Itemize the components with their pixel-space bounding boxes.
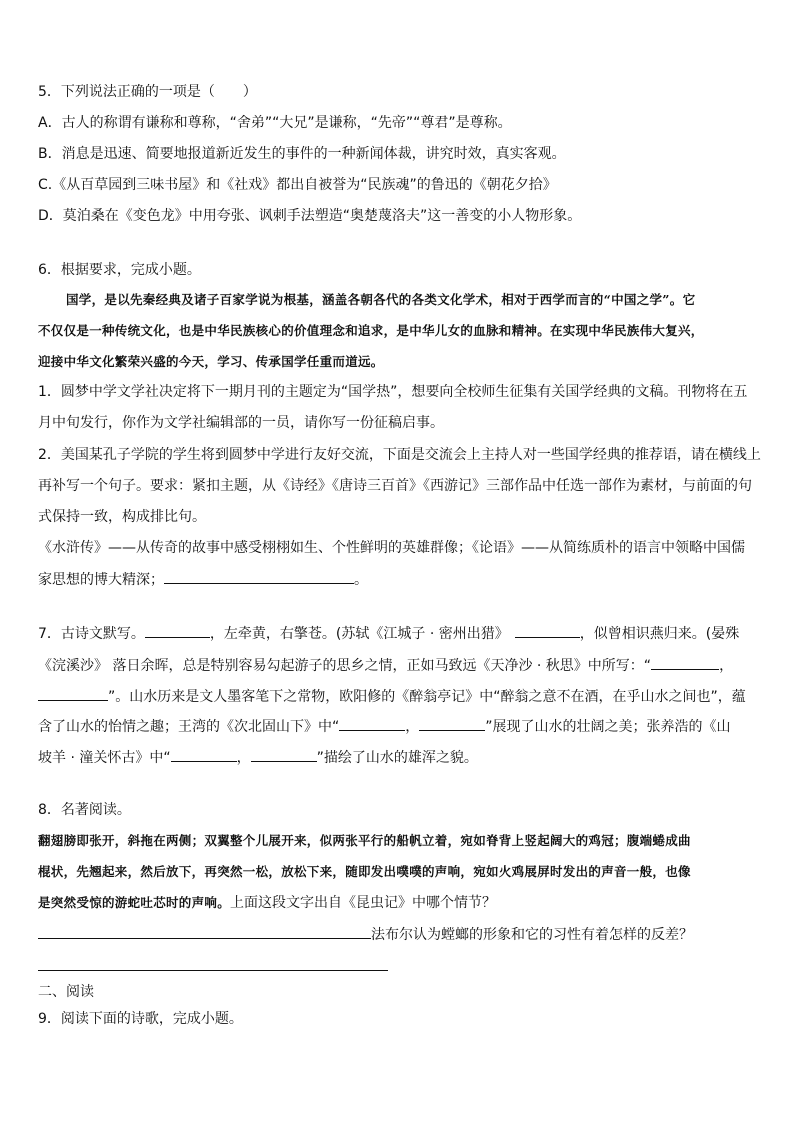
- q7-text: 含了山水的怡情之趣；王湾的《次北固山下》中“: [38, 719, 340, 735]
- q7-line: [38, 623, 739, 644]
- q6-example-line-end: [38, 569, 368, 590]
- q8-line: [38, 924, 693, 945]
- q7-blank[interactable]: [651, 655, 719, 670]
- q7-blank[interactable]: [38, 686, 108, 701]
- q6-subquestion-2: 2．美国某孔子学院的学生将到圆梦中学进行友好交流，下面是交流会上主持人对一些国学经典的推荐语，请在横线上: [38, 447, 761, 463]
- q7-text: ”描绘了山水的雄浑之貌。: [316, 750, 478, 766]
- q6-subquestion-1: 月中旬发行，你作为文学社编辑部的一员，请你写一份征稿启事。: [38, 415, 444, 431]
- q7-blank[interactable]: [419, 716, 485, 731]
- q7-line: [38, 655, 733, 676]
- section-heading: 二、阅读: [38, 984, 94, 1000]
- q5-stem: 5．下列说法正确的一项是（ ）: [38, 84, 257, 100]
- q6-subquestion-2: 式保持一致，构成排比句。: [38, 509, 206, 525]
- q9-stem: 9．阅读下面的诗歌，完成小题。: [38, 1011, 243, 1027]
- q6-example-tail: 家思想的博大精深；: [38, 572, 164, 588]
- q8-passage-line: 是突然受惊的游蛇吐芯时的声响。: [38, 895, 231, 910]
- q7-blank[interactable]: [251, 747, 317, 762]
- q6-stem: 6．根据要求，完成小题。: [38, 262, 201, 278]
- q5-option-a: A．古人的称谓有谦称和尊称，“舍弟”“大兄”是谦称，“先帝”“尊君”是尊称。: [38, 115, 512, 131]
- q7-line: [38, 716, 731, 737]
- q6-subquestion-1: 1．圆梦中学文学社决定将下一期月刊的主题定为“国学热”，想要向全校师生征集有关国学经典的文稿。刊物将在五: [38, 384, 748, 400]
- q5-option-c: C.《从百草园到三味书屋》和《社戏》都出自被誉为“民族魂”的鲁迅的《朝花夕拾》: [38, 177, 557, 193]
- q6-answer-blank[interactable]: [164, 569, 354, 584]
- q7-blank[interactable]: [515, 623, 580, 638]
- q7-text: 《浣溪沙》 落日余晖，总是特别容易勾起游子的思乡之情，正如马致远《天净沙 · 秋思》中所写：“: [38, 658, 652, 674]
- q5-option-b: B．消息是迅速、简要地报道新近发生的事件的一种新闻体裁，讲究时效，真实客观。: [38, 146, 566, 162]
- q8-passage-end: [38, 893, 496, 913]
- q7-stem: 7．古诗文默写。: [38, 626, 145, 642]
- q8-answer-line[interactable]: [38, 970, 388, 971]
- q6-passage-line: 迎接中华文化繁荣兴盛的今天，学习、传承国学任重而道远。: [38, 354, 384, 369]
- q7-text: ”。山水历来是文人墨客笔下之常物，欧阳修的《醉翁亭记》中“醉翁之意不在酒，在乎山水之间也”，蕴: [108, 689, 746, 705]
- q5-option-d: D．莫泊桑在《变色龙》中用夸张、讽刺手法塑造“奥楚蔑洛夫”这一善变的小人物形象。: [38, 208, 582, 224]
- q8-question-1: 上面这段文字出自《昆虫记》中哪个情节？: [230, 895, 497, 911]
- q8-stem: 8．名著阅读。: [38, 802, 131, 818]
- q7-blank[interactable]: [339, 716, 405, 731]
- q6-example-text: 《水浒传》——从传奇的故事中感受栩栩如生、个性鲜明的英雄群像；《论语》——从简练质朴的语言中领略中国儒: [38, 540, 745, 556]
- q7-line: [38, 686, 746, 707]
- q7-text: ，: [405, 719, 420, 735]
- q6-example-period: 。: [354, 572, 368, 588]
- q7-blank[interactable]: [171, 747, 237, 762]
- q7-text: ，: [236, 750, 251, 766]
- q7-line: [38, 747, 478, 768]
- q8-question-2: 法布尔认为螳螂的形象和它的习性有着怎样的反差？: [371, 927, 693, 943]
- q7-text: ，似曾相识燕归来。(晏殊: [579, 626, 740, 642]
- q7-text: ，: [719, 658, 734, 674]
- q6-passage-line: 不仅仅是一种传统文化，也是中华民族核心的价值理念和追求，是中华儿女的血脉和精神。在实现中华民族伟大复兴，: [38, 323, 704, 338]
- q8-answer-blank[interactable]: [38, 924, 371, 939]
- q6-subquestion-2: 再补写一个句子。要求：紧扣主题，从《诗经》《唐诗三百首》《西游记》三部作品中任选一部作为素材，与前面的句: [38, 478, 752, 494]
- q7-blank[interactable]: [145, 623, 210, 638]
- q8-passage-line: 翻翅膀即张开，斜拖在两侧；双翼整个儿展开来，似两张平行的船帆立着，宛如脊背上竖起阔大的鸡冠；腹端蜷成曲: [38, 833, 691, 848]
- q7-text: ”展现了山水的壮阔之美；张养浩的《山: [485, 719, 731, 735]
- q7-text: ，左牵黄，右擎苍。(苏轼《江城子 · 密州出猎》: [209, 626, 509, 642]
- q8-passage-line: 棍状，先翘起来，然后放下，再突然一松，放松下来，随即发出噗噗的声响，宛如火鸡展屏时发出的声音一般，也像: [38, 864, 691, 879]
- q7-text: 坡羊 · 潼关怀古》中“: [38, 750, 171, 766]
- q6-passage-line: 国学，是以先秦经典及诸子百家学说为根基，涵盖各朝各代的各类文化学术，相对于西学而言的“中国之学”。它: [66, 292, 696, 307]
